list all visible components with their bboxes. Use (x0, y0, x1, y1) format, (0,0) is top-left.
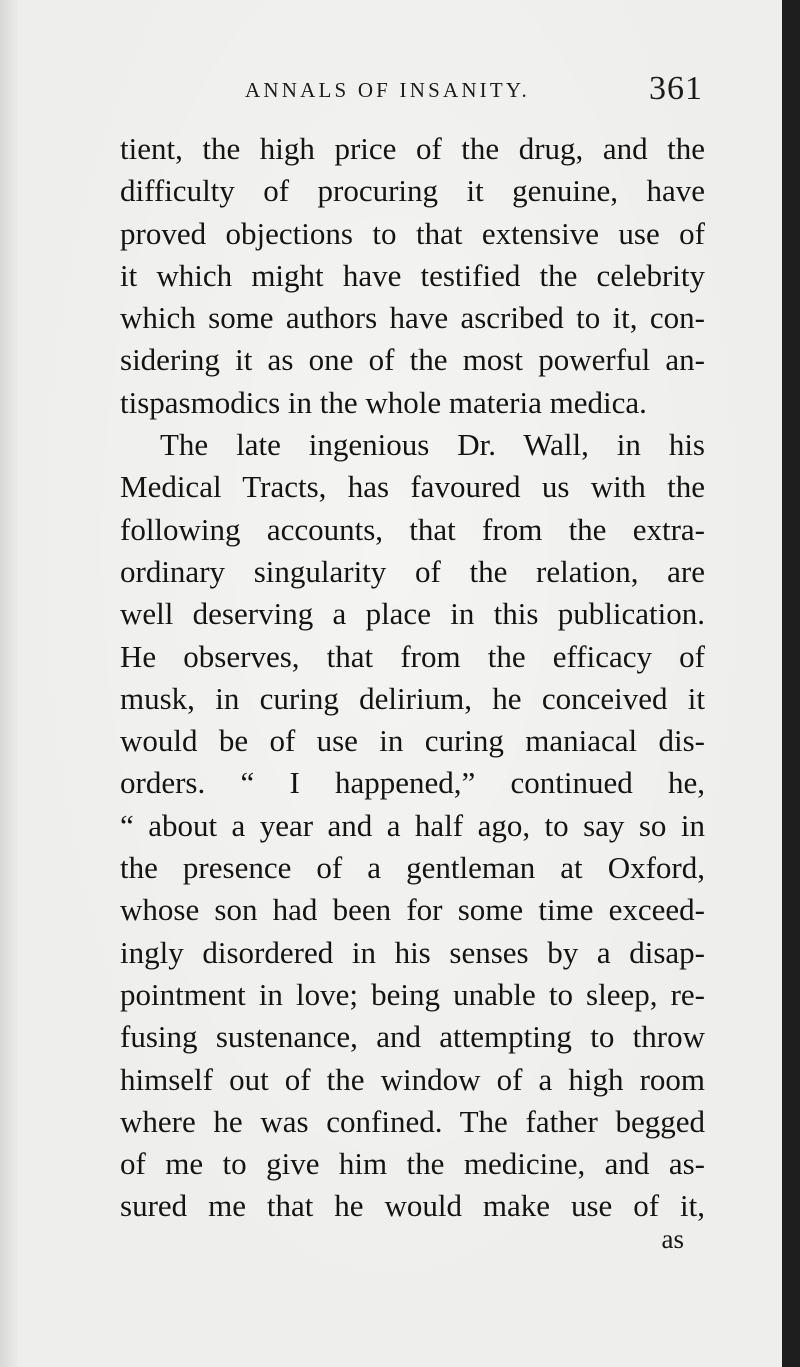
text-line: He observes, that from the efficacy of (120, 638, 705, 674)
text-line: sured me that he would make use of it, (120, 1188, 705, 1224)
text-line: orders. “ I happened,” continued he, (120, 765, 705, 801)
text-line: “ about a year and a half ago, to say so in (120, 807, 705, 843)
paragraph-start-line: The late ingenious Dr. Wall, in his (160, 427, 705, 463)
text-line: it which might have testified the celebrity (120, 257, 705, 293)
page-gutter-shadow (0, 0, 18, 1367)
text-line: of me to give him the medicine, and as- (120, 1146, 705, 1182)
text-line: difficulty of procuring it genuine, have (120, 173, 705, 209)
page-header (120, 72, 705, 120)
page-number: 361 (649, 70, 703, 107)
text-line: tispasmodics in the whole materia medica. (120, 384, 647, 420)
running-title: ANNALS OF INSANITY. (245, 78, 531, 102)
text-line: pointment in love; being unable to sleep, re- (120, 976, 705, 1012)
text-line: where he was confined. The father begged (120, 1103, 705, 1139)
text-line: the presence of a gentleman at Oxford, (120, 850, 705, 886)
body-text (120, 128, 705, 1228)
text-line: well deserving a place in this publication. (120, 596, 705, 632)
text-line: whose son had been for some time exceed- (120, 892, 705, 928)
text-line: which some authors have ascribed to it, con- (120, 300, 705, 336)
scan-border (782, 0, 800, 1367)
text-line: himself out of the window of a high room (120, 1061, 705, 1097)
text-line: sidering it as one of the most powerful an- (120, 342, 705, 378)
text-line: Medical Tracts, has favoured us with the (120, 469, 705, 505)
catchword: as (661, 1224, 684, 1254)
text-line: fusing sustenance, and attempting to throw (120, 1019, 705, 1055)
text-line: following accounts, that from the extra- (120, 511, 705, 547)
text-line: musk, in curing delirium, he conceived it (120, 680, 705, 716)
text-line: ordinary singularity of the relation, are (120, 553, 705, 589)
text-line: tient, the high price of the drug, and the (120, 131, 705, 166)
text-line: ingly disordered in his senses by a disap- (120, 934, 705, 970)
text-line: would be of use in curing maniacal dis- (120, 723, 705, 759)
text-line: proved objections to that extensive use of (120, 215, 705, 251)
